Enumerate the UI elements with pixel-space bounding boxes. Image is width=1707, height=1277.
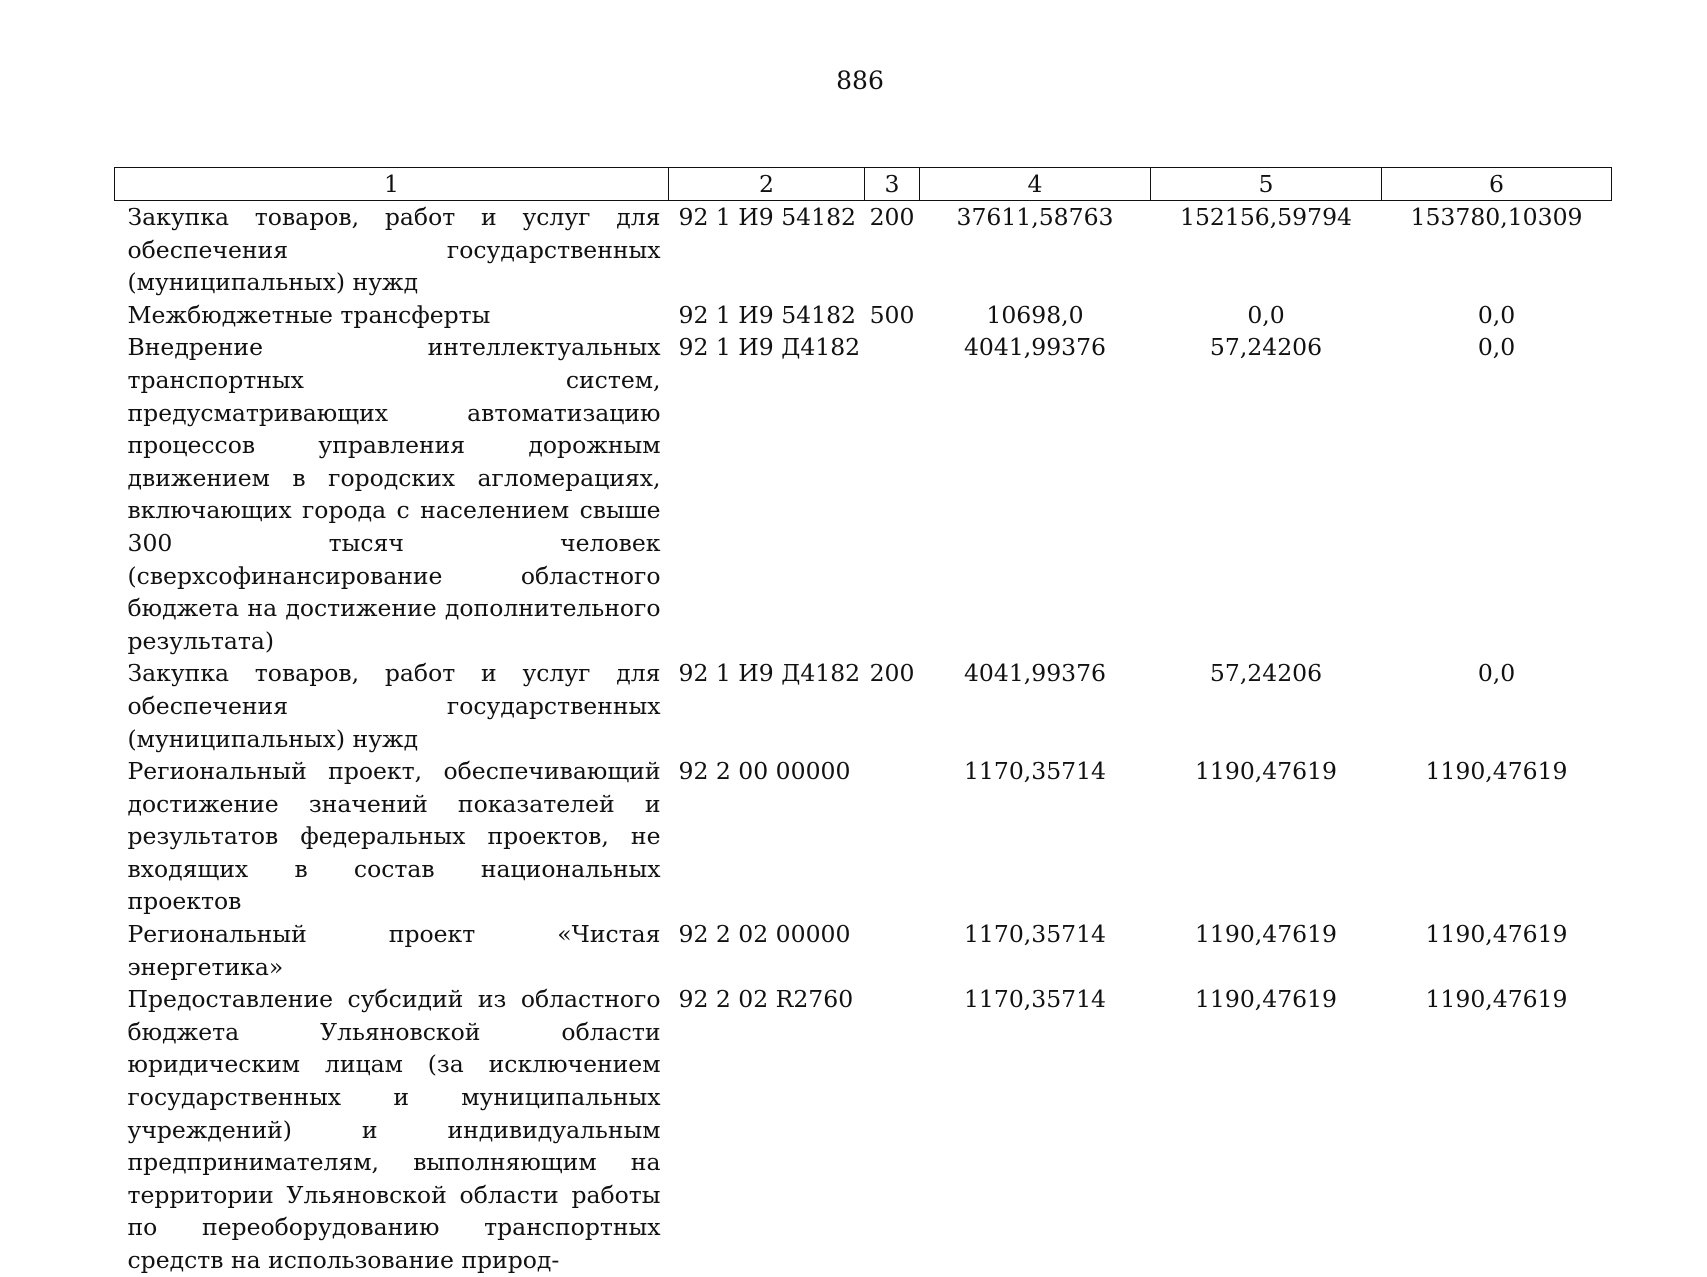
table-row — [115, 755, 1612, 918]
row-value-col4: 10698,0 — [986, 300, 1084, 329]
row-name: Закупка товаров, работ и услуг для обеспечения государственных (муниципальных) нужд — [127, 203, 661, 297]
table-row — [115, 918, 1612, 983]
row-value-col4: 1170,35714 — [963, 757, 1107, 786]
row-code: 92 1 И9 54182 — [678, 203, 856, 231]
row-value-col5: 57,24206 — [1209, 333, 1323, 362]
table-row — [115, 983, 1612, 1276]
budget-table — [114, 167, 1612, 1277]
row-name: Региональный проект «Чистая энергетика» — [127, 920, 661, 981]
table-row — [115, 331, 1612, 657]
row-value-col6: 0,0 — [1477, 659, 1516, 688]
table-body — [115, 201, 1612, 1277]
row-value-col5: 152156,59794 — [1180, 203, 1352, 231]
row-name: Межбюджетные трансферты — [127, 300, 491, 329]
row-expense-type — [865, 983, 920, 1276]
column-header-2: 2 — [669, 168, 865, 201]
row-value-col6: 1190,47619 — [1425, 985, 1568, 1014]
column-header-5: 5 — [1151, 168, 1382, 201]
table-header — [115, 168, 1612, 201]
row-expense-type — [865, 755, 920, 918]
row-value-col5: 1190,47619 — [1194, 985, 1338, 1014]
row-code: 92 1 И9 Д4182 — [678, 333, 861, 362]
row-value-col6: 153780,10309 — [1410, 203, 1583, 231]
row-expense-type: 500 — [869, 300, 915, 329]
row-value-col5: 57,24206 — [1209, 659, 1323, 688]
row-value-col4: 1170,35714 — [963, 920, 1107, 949]
row-name: Внедрение интеллектуальных транспортных систем, предусматривающих автоматизацию процессов управления дорожным движением в городских агломерациях, включающих города с населением свыше 300 тысяч человек (сверхсофинансирование областного бюджета на достижение дополнительного результата) — [127, 333, 661, 655]
column-header-3: 3 — [865, 168, 920, 201]
row-value-col5: 1190,47619 — [1194, 757, 1338, 786]
column-header-4: 4 — [920, 168, 1151, 201]
row-code: 92 1 И9 54182 — [678, 300, 856, 329]
table-row — [115, 299, 1612, 332]
row-value-col6: 1190,47619 — [1425, 920, 1568, 949]
row-expense-type: 200 — [869, 203, 915, 231]
row-code: 92 2 02 R2760 — [678, 985, 854, 1014]
row-value-col5: 1190,47619 — [1194, 920, 1338, 949]
row-code: 92 1 И9 Д4182 — [678, 659, 861, 688]
row-code: 92 2 00 00000 — [678, 757, 851, 786]
row-value-col5: 0,0 — [1247, 300, 1285, 329]
row-name: Закупка товаров, работ и услуг для обеспечения государственных (муниципальных) нужд — [127, 659, 661, 753]
row-value-col4: 4041,99376 — [963, 659, 1107, 688]
table-row — [115, 657, 1612, 755]
row-value-col6: 0,0 — [1477, 300, 1516, 329]
page-number: 886 — [836, 66, 884, 95]
column-header-1: 1 — [115, 168, 669, 201]
row-value-col4: 1170,35714 — [963, 985, 1107, 1014]
row-expense-type — [865, 918, 920, 983]
row-name: Региональный проект, обеспечивающий достижение значений показателей и результатов федеральных проектов, не входящих в состав национальных проектов — [127, 757, 661, 916]
table-row — [115, 201, 1612, 299]
row-code: 92 2 02 00000 — [678, 920, 851, 949]
row-value-col6: 0,0 — [1477, 333, 1516, 362]
row-value-col6: 1190,47619 — [1425, 757, 1568, 786]
row-value-col4: 37611,58763 — [956, 203, 1114, 231]
row-name: Предоставление субсидий из областного бюджета Ульяновской области юридическим лицам (за исключением государственных и муниципальных учреждений) и индивидуальным предпринимателям, выполняющим на территории Ульяновской области работы по переоборудованию транспортных средств на использование природ- — [127, 985, 661, 1274]
row-expense-type: 200 — [869, 659, 915, 688]
row-value-col4: 4041,99376 — [963, 333, 1107, 362]
column-header-6: 6 — [1382, 168, 1612, 201]
header-row — [115, 168, 1612, 201]
row-expense-type — [865, 331, 920, 657]
